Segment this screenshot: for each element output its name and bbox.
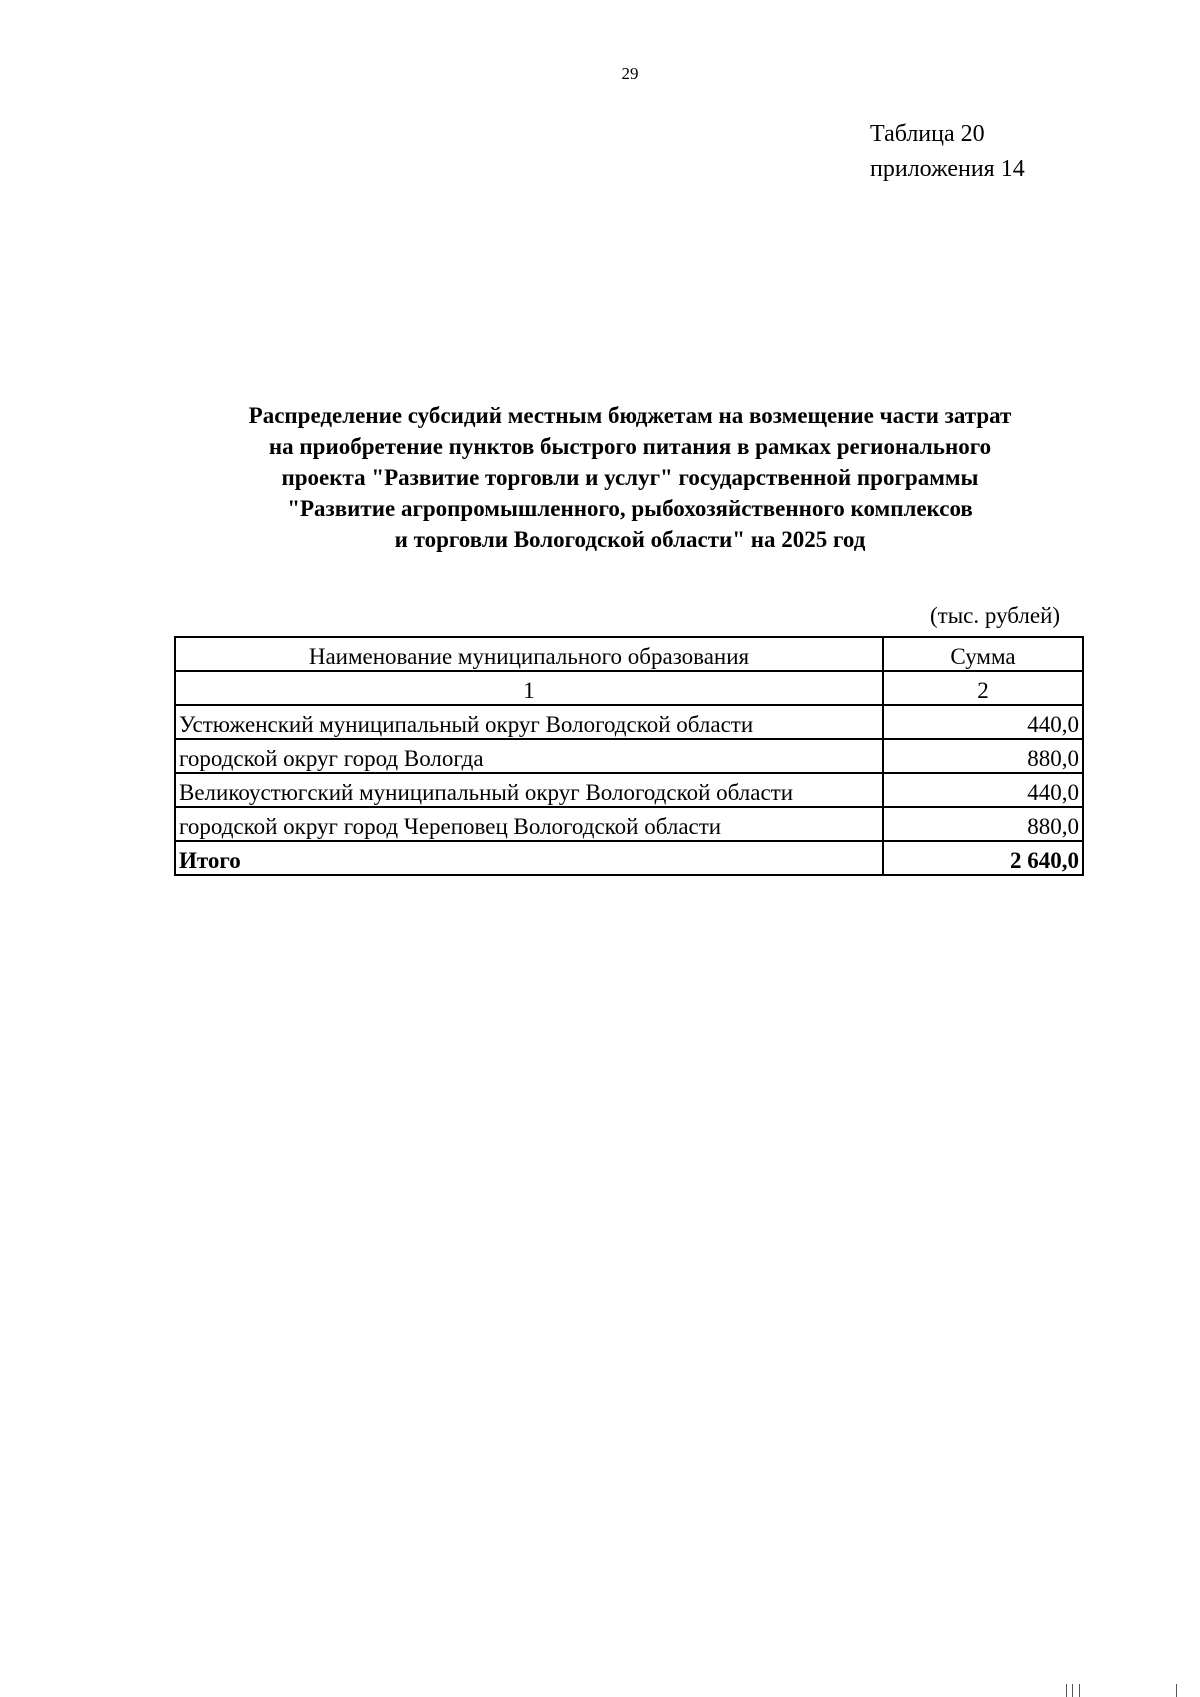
header-name: Наименование муниципального образования <box>175 637 883 671</box>
subsidy-table <box>174 636 1084 876</box>
subsidy-amount: 880,0 <box>883 807 1083 841</box>
title-line: проекта "Развитие торговли и услуг" государственной программы <box>281 465 979 490</box>
appendix-reference <box>870 117 1025 187</box>
document-title <box>140 400 1120 555</box>
total-row <box>175 841 1083 875</box>
subsidy-amount: 880,0 <box>883 739 1083 773</box>
total-label: Итого <box>175 841 883 875</box>
title-line: на приобретение пунктов быстрого питания в рамках регионального <box>268 434 992 459</box>
table-row <box>175 807 1083 841</box>
column-number-1: 1 <box>175 671 883 705</box>
subsidy-amount: 440,0 <box>883 773 1083 807</box>
column-number-2: 2 <box>883 671 1083 705</box>
title-line: и торговли Вологодской области" на 2025 год <box>394 527 866 552</box>
units-label: (тыс. рублей) <box>930 603 1061 628</box>
table-header-row <box>175 637 1083 671</box>
header-sum: Сумма <box>883 637 1083 671</box>
municipality-name: городской округ город Череповец Вологодской области <box>175 807 883 841</box>
municipality-name: Устюженский муниципальный округ Вологодской области <box>175 705 883 739</box>
column-number-row <box>175 671 1083 705</box>
scan-edge-mark <box>1066 1684 1067 1697</box>
appendix-table-label: Таблица 20 <box>870 121 985 147</box>
table-row <box>175 705 1083 739</box>
title-line: Распределение субсидий местным бюджетам на возмещение части затрат <box>248 403 1012 428</box>
subsidy-amount: 440,0 <box>883 705 1083 739</box>
scan-edge-mark <box>1176 1684 1177 1697</box>
municipality-name: Великоустюгский муниципальный округ Вологодской области <box>175 773 883 807</box>
title-line: "Развитие агропромышленного, рыбохозяйственного комплексов <box>287 496 973 521</box>
page-number: 29 <box>621 64 639 83</box>
table-row <box>175 739 1083 773</box>
appendix-annex-label: приложения 14 <box>870 156 1025 182</box>
table-row <box>175 773 1083 807</box>
municipality-name: городской округ город Вологда <box>175 739 883 773</box>
total-amount: 2 640,0 <box>883 841 1083 875</box>
scan-edge-mark <box>1072 1684 1073 1697</box>
scan-edge-mark <box>1079 1684 1080 1697</box>
